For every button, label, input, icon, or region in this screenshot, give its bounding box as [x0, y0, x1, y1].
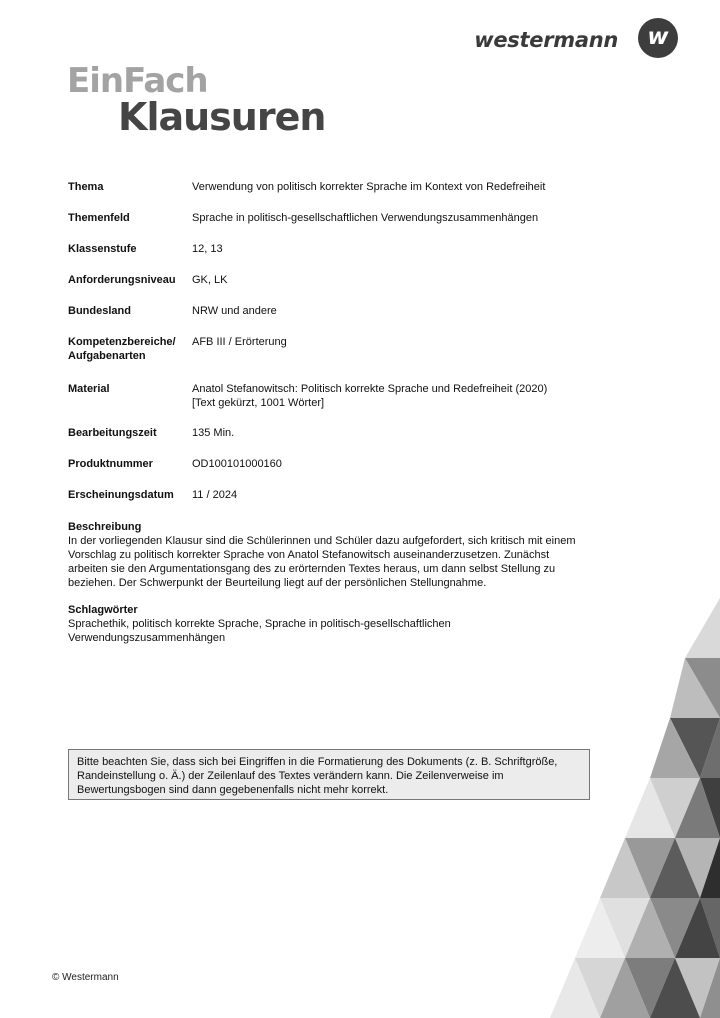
meta-value: NRW und andere: [192, 305, 277, 317]
formatting-notice-text: Bitte beachten Sie, dass sich bei Eingriffen in die Formatierung des Dokuments (z. B. Schriftgröße, Randeinstellung o. Ä.) der Zeilenlauf des Textes verändern kann. Die Zeilenverweise im Bewertungsbogen sind dann gegebenenfalls nicht mehr korrekt.: [77, 756, 558, 796]
keywords-section: [68, 603, 488, 645]
meta-value: AFB III / Erörterung: [192, 336, 287, 348]
keywords-heading: Schlagwörter: [68, 604, 138, 616]
meta-label: Produktnummer: [68, 458, 153, 470]
meta-label: Erscheinungsdatum: [68, 489, 174, 501]
meta-row-erscheinungsdatum: [68, 488, 628, 502]
meta-row-anforderungsniveau: [68, 273, 628, 287]
meta-row-material: [68, 382, 628, 410]
meta-value: Anatol Stefanowitsch: Politisch korrekte Sprache und Redefreiheit (2020) [Text gekürzt, 1001 Wörter]: [192, 383, 548, 409]
description-section: [68, 520, 588, 590]
meta-label: Klassenstufe: [68, 243, 137, 255]
meta-row-thema: [68, 180, 628, 194]
meta-label: Bearbeitungszeit: [68, 427, 157, 439]
formatting-notice-box: [68, 749, 590, 800]
description-heading: Beschreibung: [68, 521, 142, 533]
meta-label: Kompetenzbereiche/ Aufgabenarten: [68, 336, 176, 362]
series-title-line1: EinFach: [67, 61, 208, 101]
meta-value: Verwendung von politisch korrekter Sprache im Kontext von Redefreiheit: [192, 181, 546, 193]
series-title: [67, 61, 326, 139]
meta-value: GK, LK: [192, 274, 228, 286]
meta-label: Themenfeld: [68, 212, 130, 224]
decorative-triangle-pattern: [550, 598, 720, 1018]
meta-row-bearbeitungszeit: [68, 426, 628, 440]
meta-row-kompetenzbereiche: [68, 335, 628, 363]
meta-label: Anforderungsniveau: [68, 274, 176, 286]
meta-row-bundesland: [68, 304, 628, 318]
keywords-text: Sprachethik, politisch korrekte Sprache, Sprache in politisch-gesellschaftlichen Verwendungszusammenhängen: [68, 618, 451, 644]
meta-value: 135 Min.: [192, 427, 235, 439]
westermann-logo-icon: [638, 18, 678, 58]
meta-row-produktnummer: [68, 457, 628, 471]
meta-value: 11 / 2024: [192, 489, 238, 501]
meta-row-klassenstufe: [68, 242, 628, 256]
logo-letter: w: [647, 23, 669, 50]
meta-label: Bundesland: [68, 305, 131, 317]
meta-value: OD100101000160: [192, 458, 282, 470]
meta-row-themenfeld: [68, 211, 628, 225]
meta-label: Material: [68, 383, 110, 395]
copyright-footer: © Westermann: [52, 972, 119, 983]
meta-label: Thema: [68, 181, 104, 193]
series-title-line2: Klausuren: [118, 95, 326, 139]
meta-value: Sprache in politisch-gesellschaftlichen Verwendungszusammenhängen: [192, 212, 539, 224]
publisher-brand: [474, 18, 678, 58]
description-text: In der vorliegenden Klausur sind die Schülerinnen und Schüler dazu aufgefordert, sich kritisch mit einem Vorschlag zu politisch korrekter Sprache von Anatol Stefanowitsch auseinanderzusetzen. Zunächst arbeiten sie den Argumentationsgang des zu erörternden Textes heraus, um dann selbst Stellung zu beziehen. Der Schwerpunkt der Beurteilung liegt auf der persönlichen Stellungnahme.: [68, 535, 576, 589]
meta-value: 12, 13: [192, 243, 223, 255]
brand-wordmark: westermann: [474, 28, 618, 52]
